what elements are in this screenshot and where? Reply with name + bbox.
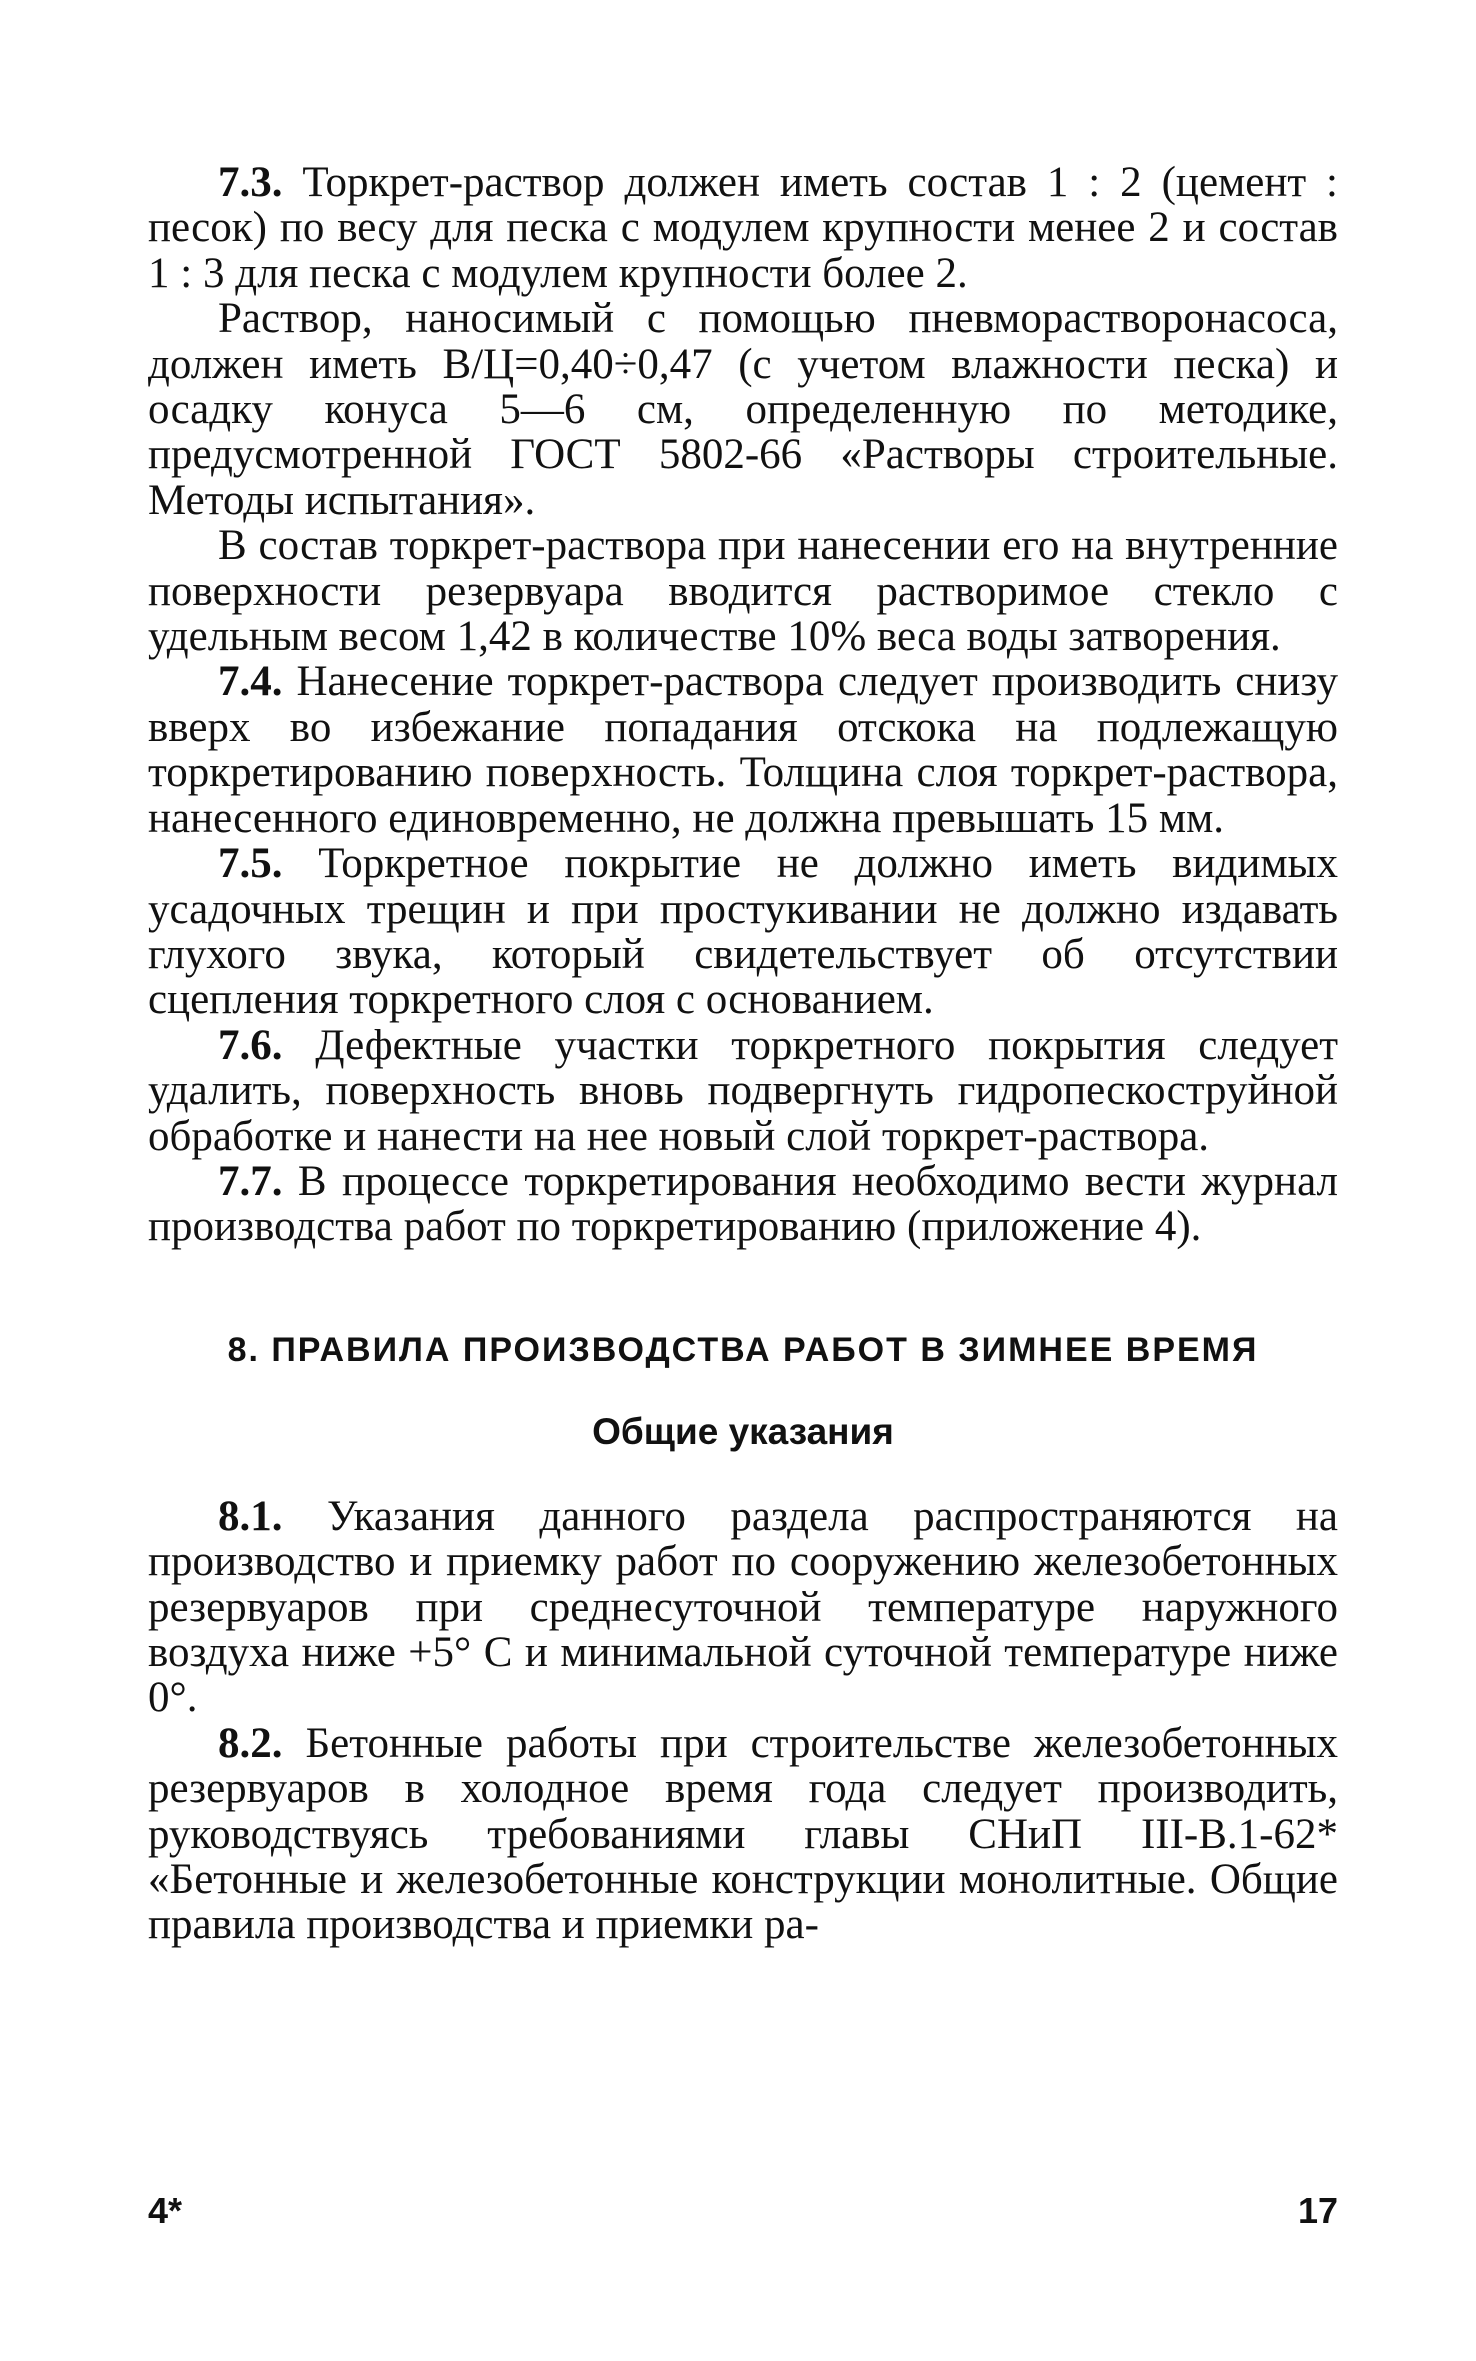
paragraph-7-7	[148, 1159, 1338, 1250]
signature-mark: 4*	[148, 2190, 183, 2231]
paragraph-text: Дефектные участки торкретного покрытия следует удалить, поверхность вновь подвергнуть гидропескоструйной обработке и нанести на нее новый слой торкрет-раствора.	[148, 1021, 1338, 1160]
paragraph-text: В процессе торкретирования необходимо вести журнал производства работ по торкретированию (приложение 4).	[148, 1157, 1338, 1251]
paragraph-text: Торкретное покрытие не должно иметь видимых усадочных трещин и при простукивании не должно издавать глухого звука, который свидетельствует об отсутствии сцепления торкретного слоя с основанием.	[148, 840, 1338, 1024]
page-number: 17	[1297, 2190, 1338, 2231]
paragraph-text: Нанесение торкрет-раствора следует производить снизу вверх во избежание попадания отскока на подлежащую торкретированию поверхность. Толщина слоя торкрет-раствора, нанесенного единовременно, не должна превышать 15 мм.	[148, 658, 1338, 842]
paragraph-text: Бетонные работы при строительстве железобетонных резервуаров в холодное время года следует производить, руководствуясь требованиями главы СНиП III-В.1-62* «Бетонные и железобетонные конструкции монолитные. Общие правила производства и приемки ра-	[148, 1719, 1338, 1949]
paragraphs-after	[148, 1494, 1338, 1948]
paragraph-7-6	[148, 1023, 1338, 1159]
paragraph-text: Указания данного раздела распространяются на производство и приемку работ по сооружению железобетонных резервуаров при среднесуточной температуре наружного воздуха ниже +5° С и минимальной суточной температуре ниже 0°.	[148, 1492, 1338, 1722]
paragraph-7-3-glass	[148, 523, 1338, 659]
paragraph-number: 7.3.	[218, 159, 283, 206]
paragraph-7-3-mortar	[148, 296, 1338, 523]
page-body	[148, 160, 1338, 1948]
paragraphs-before	[148, 160, 1338, 1250]
paragraph-text: Торкрет-раствор должен иметь состав 1 : 2 (цемент : песок) по весу для песка с модулем крупности менее 2 и состав 1 : 3 для песка с модулем крупности более 2.	[148, 159, 1338, 297]
paragraph-text: В состав торкрет-раствора при нанесении его на внутренние поверхности резервуара вводится растворимое стекло с удельным весом 1,42 в количестве 10% веса воды затворения.	[148, 522, 1338, 661]
paragraph-number: 7.7.	[218, 1157, 283, 1205]
paragraph-number: 8.1.	[218, 1492, 283, 1540]
section-title: 8. ПРАВИЛА ПРОИЗВОДСТВА РАБОТ В ЗИМНЕЕ ВРЕМЯ	[227, 1330, 1259, 1369]
paragraph-7-3	[148, 160, 1338, 296]
paragraph-7-4	[148, 659, 1338, 841]
paragraph-8-2	[148, 1721, 1338, 1948]
paragraph-text: Раствор, наносимый с помощью пневморастворонасоса, должен иметь В/Ц=0,40÷0,47 (с учетом влажности песка) и осадку конуса 5—6 см, определенную по методике, предусмотренной ГОСТ 5802-66 «Растворы строительные. Методы испытания».	[148, 295, 1338, 524]
paragraph-number: 8.2.	[218, 1719, 283, 1767]
paragraph-8-1	[148, 1494, 1338, 1721]
subsection-title: Общие указания	[592, 1410, 894, 1452]
paragraph-number: 7.5.	[218, 840, 283, 888]
paragraph-number: 7.4.	[218, 658, 283, 706]
paragraph-7-5	[148, 841, 1338, 1023]
paragraph-number: 7.6.	[218, 1021, 283, 1069]
